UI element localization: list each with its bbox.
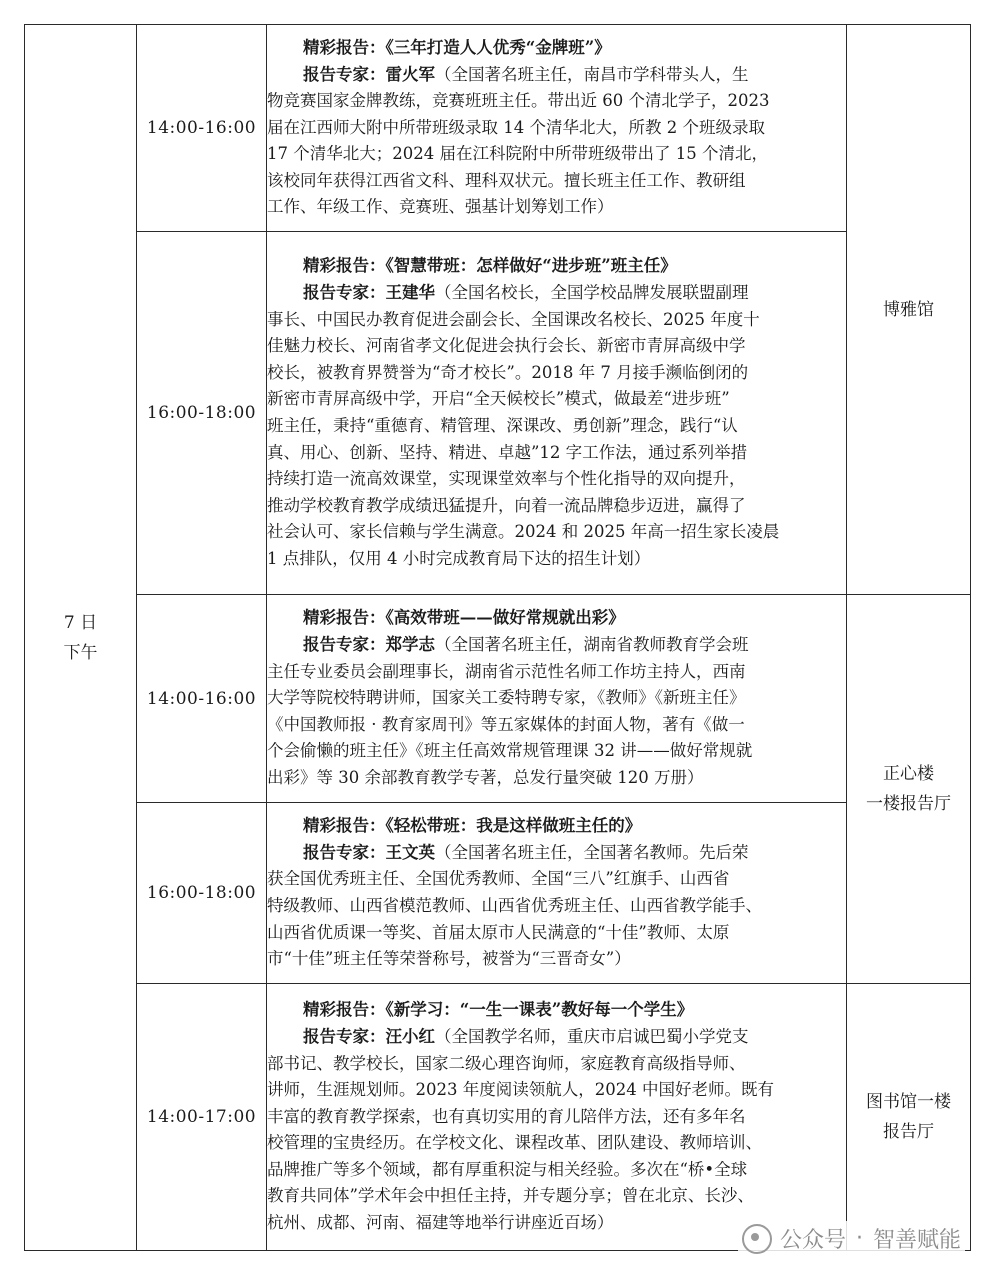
bio-line	[267, 88, 846, 115]
session-content	[267, 803, 847, 984]
line-emphasis: 汪小红	[385, 1026, 435, 1046]
venue-cell	[847, 984, 971, 1251]
bio-line	[267, 168, 846, 195]
line-text: 校长，被教育界赞誉为“奇才校长”。2018 年 7 月接手濒临倒闭的	[267, 362, 749, 382]
line-emphasis: 王建华	[385, 283, 435, 303]
time-cell: 16:00-18:00	[137, 803, 267, 984]
speaker-line	[267, 840, 846, 867]
line-label: 报告专家：	[303, 635, 386, 655]
line-text: 持续打造一流高效课堂，实现课堂效率与个性化指导的双向提升，	[267, 469, 746, 489]
line-text: 物竞赛国家金牌教练，竞赛班班主任。带出近 60 个清北学子，2023	[267, 91, 770, 111]
time-cell: 14:00-16:00	[137, 595, 267, 803]
line-emphasis: 《三年打造人人优秀“金牌班”》	[385, 37, 611, 57]
line-emphasis: 雷火军	[385, 64, 435, 84]
bio-line	[267, 946, 846, 973]
date-cell	[25, 25, 137, 1251]
bio-line	[267, 1157, 846, 1184]
line-label: 精彩报告：	[303, 816, 386, 836]
bio-line	[267, 1130, 846, 1157]
line-text: 山西省优质课一等奖、首届太原市人民满意的“十佳”教师、太原	[267, 922, 730, 942]
line-text: 《中国教师报 · 教育家周刊》等五家媒体的封面人物，著有《做一	[267, 714, 745, 734]
venue-line: 博雅馆	[883, 299, 934, 320]
session-content	[267, 595, 847, 803]
line-emphasis: 《新学习：“一生一课表”教好每一个学生》	[385, 1000, 694, 1020]
bio-line	[267, 413, 846, 440]
bio-line	[267, 466, 846, 493]
line-label: 精彩报告：	[303, 608, 386, 628]
bio-line	[267, 893, 846, 920]
session-content	[267, 984, 847, 1251]
venue-line: 图书馆一楼	[866, 1092, 951, 1112]
line-text: （全国著名班主任，南昌市学科带头人，生	[435, 64, 749, 84]
speaker-line	[267, 1024, 846, 1051]
line-text: （全国著名班主任，全国著名教师。先后荣	[435, 842, 749, 862]
line-text: （全国名校长，全国学校品牌发展联盟副理	[435, 283, 749, 303]
line-text: 杭州、成都、河南、福建等地举行讲座近百场）	[267, 1213, 614, 1233]
line-text: 大学等院校特聘讲师，国家关工委特聘专家，《教师》《新班主任》	[267, 688, 746, 708]
bio-line	[267, 685, 846, 712]
line-text: 市“十佳”班主任等荣誉称号，被誉为“三晋奇女”）	[267, 949, 631, 969]
session-row	[25, 232, 971, 595]
venue-line: 正心楼	[883, 764, 934, 784]
bio-line	[267, 738, 846, 765]
report-title-line	[267, 997, 846, 1024]
bio-line	[267, 115, 846, 142]
line-text: 主任专业委员会副理事长，湖南省示范性名师工作坊主持人，西南	[267, 661, 746, 681]
speaker-line	[267, 62, 846, 89]
line-text: 品牌推广等多个领域，都有厚重积淀与相关经验。多次在“桥•全球	[267, 1159, 748, 1179]
report-title-line	[267, 605, 846, 632]
bio-line	[267, 141, 846, 168]
line-emphasis: 《轻松带班：我是这样做班主任的》	[385, 816, 642, 836]
period-line: 下午	[63, 642, 98, 663]
line-text: 社会认可、家长信赖与学生满意。2024 和 2025 年高一招生家长凌晨	[267, 522, 780, 542]
bio-line	[267, 1051, 846, 1078]
line-text: 出彩》等 30 余部教育教学专著，总发行量突破 120 万册）	[267, 767, 704, 787]
bio-line	[267, 659, 846, 686]
report-title-line	[267, 253, 846, 280]
bio-line	[267, 1104, 846, 1131]
line-label: 报告专家：	[303, 1026, 386, 1046]
bio-line	[267, 307, 846, 334]
speaker-line	[267, 632, 846, 659]
line-label: 报告专家：	[303, 283, 386, 303]
session-row	[25, 595, 971, 803]
line-emphasis: 郑学志	[385, 635, 435, 655]
session-content	[267, 232, 847, 595]
line-text: 丰富的教育教学探索，也有真切实用的育儿陪伴方法，还有多年名	[267, 1106, 746, 1126]
watermark-account-name: 智善赋能	[872, 1228, 961, 1253]
bio-line	[267, 1077, 846, 1104]
wechat-official-account-icon	[742, 1224, 772, 1254]
bio-line	[267, 360, 846, 387]
venue-cell	[847, 595, 971, 984]
time-cell: 14:00-17:00	[137, 984, 267, 1251]
line-text: 工作、年级工作、竞赛班、强基计划筹划工作）	[267, 197, 614, 217]
line-text: 17 个清华北大；2024 届在江科院附中所带班级带出了 15 个清北，	[267, 144, 768, 164]
line-text: 事长、中国民办教育促进会副会长、全国课改名校长、2025 年度十	[267, 309, 760, 329]
schedule-table	[24, 24, 971, 1251]
line-text: 该校同年获得江西省文科、理科双状元。擅长班主任工作、教研组	[267, 170, 746, 190]
line-text: 个会偷懒的班主任》《班主任高效常规管理课 32 讲——做好常规就	[267, 741, 753, 761]
bio-line	[267, 1183, 846, 1210]
report-title-line	[267, 35, 846, 62]
bio-line	[267, 920, 846, 947]
line-label: 报告专家：	[303, 842, 386, 862]
line-text: 1 点排队，仅用 4 小时完成教育局下达的招生计划）	[267, 548, 651, 568]
line-label: 精彩报告：	[303, 256, 386, 276]
venue-line: 一楼报告厅	[866, 794, 951, 814]
speaker-line	[267, 280, 846, 307]
line-text: 推动学校教育教学成绩迅猛提升，向着一流品牌稳步迈进，赢得了	[267, 495, 746, 515]
line-label: 精彩报告：	[303, 37, 386, 57]
line-text: 佳魅力校长、河南省孝文化促进会执行会长、新密市青屏高级中学	[267, 336, 746, 356]
line-label: 报告专家：	[303, 64, 386, 84]
bio-line	[267, 866, 846, 893]
bio-line	[267, 712, 846, 739]
session-row	[25, 25, 971, 232]
session-content	[267, 25, 847, 232]
watermark	[738, 1221, 965, 1256]
line-text: 部书记、教学校长，国家二级心理咨询师，家庭教育高级指导师、	[267, 1053, 746, 1073]
line-text: （全国著名班主任，湖南省教师教育学会班	[435, 635, 749, 655]
line-text: 校管理的宝贵经历。在学校文化、课程改革、团队建设、教师培训、	[267, 1133, 762, 1153]
line-text: （全国教学名师，重庆市启诚巴蜀小学党支	[435, 1026, 749, 1046]
venue-cell	[847, 25, 971, 595]
bio-line	[267, 493, 846, 520]
venue-line: 报告厅	[883, 1122, 934, 1142]
bio-line	[267, 765, 846, 792]
line-emphasis: 《智慧带班：怎样做好“进步班”班主任》	[385, 256, 677, 276]
time-cell: 14:00-16:00	[137, 25, 267, 232]
line-text: 获全国优秀班主任、全国优秀教师、全国“三八”红旗手、山西省	[267, 869, 730, 889]
line-text: 讲师，生涯规划师。2023 年度阅读领航人，2024 中国好老师。既有	[267, 1080, 774, 1100]
line-text: 特级教师、山西省模范教师、山西省优秀班主任、山西省教学能手、	[267, 896, 762, 915]
bio-line	[267, 194, 846, 221]
watermark-label: 公众号	[779, 1228, 846, 1253]
date-line: 7 日	[63, 612, 98, 633]
watermark-separator: ·	[855, 1226, 863, 1251]
line-emphasis: 《高效带班——做好常规就出彩》	[385, 608, 625, 628]
line-emphasis: 王文英	[385, 842, 435, 862]
session-row	[25, 803, 971, 984]
session-row	[25, 984, 971, 1251]
time-cell: 16:00-18:00	[137, 232, 267, 595]
line-text: 教育共同体”学术年会中担任主持，并专题分享；曾在北京、长沙、	[267, 1186, 754, 1206]
report-title-line	[267, 813, 846, 840]
bio-line	[267, 386, 846, 413]
line-text: 届在江西师大附中所带班级录取 14 个清华北大，所教 2 个班级录取	[267, 117, 765, 137]
bio-line	[267, 440, 846, 467]
line-label: 精彩报告：	[303, 1000, 386, 1020]
bio-line	[267, 546, 846, 573]
bio-line	[267, 333, 846, 360]
line-text: 班主任，秉持“重德育、精管理、深课改、勇创新”理念，践行“认	[267, 416, 738, 435]
line-text: 真、用心、创新、坚持、精进、卓越”12 字工作法，通过系列举措	[267, 442, 748, 462]
bio-line	[267, 519, 846, 546]
line-text: 新密市青屏高级中学，开启“全天候校长”模式，做最差“进步班”	[267, 389, 730, 409]
